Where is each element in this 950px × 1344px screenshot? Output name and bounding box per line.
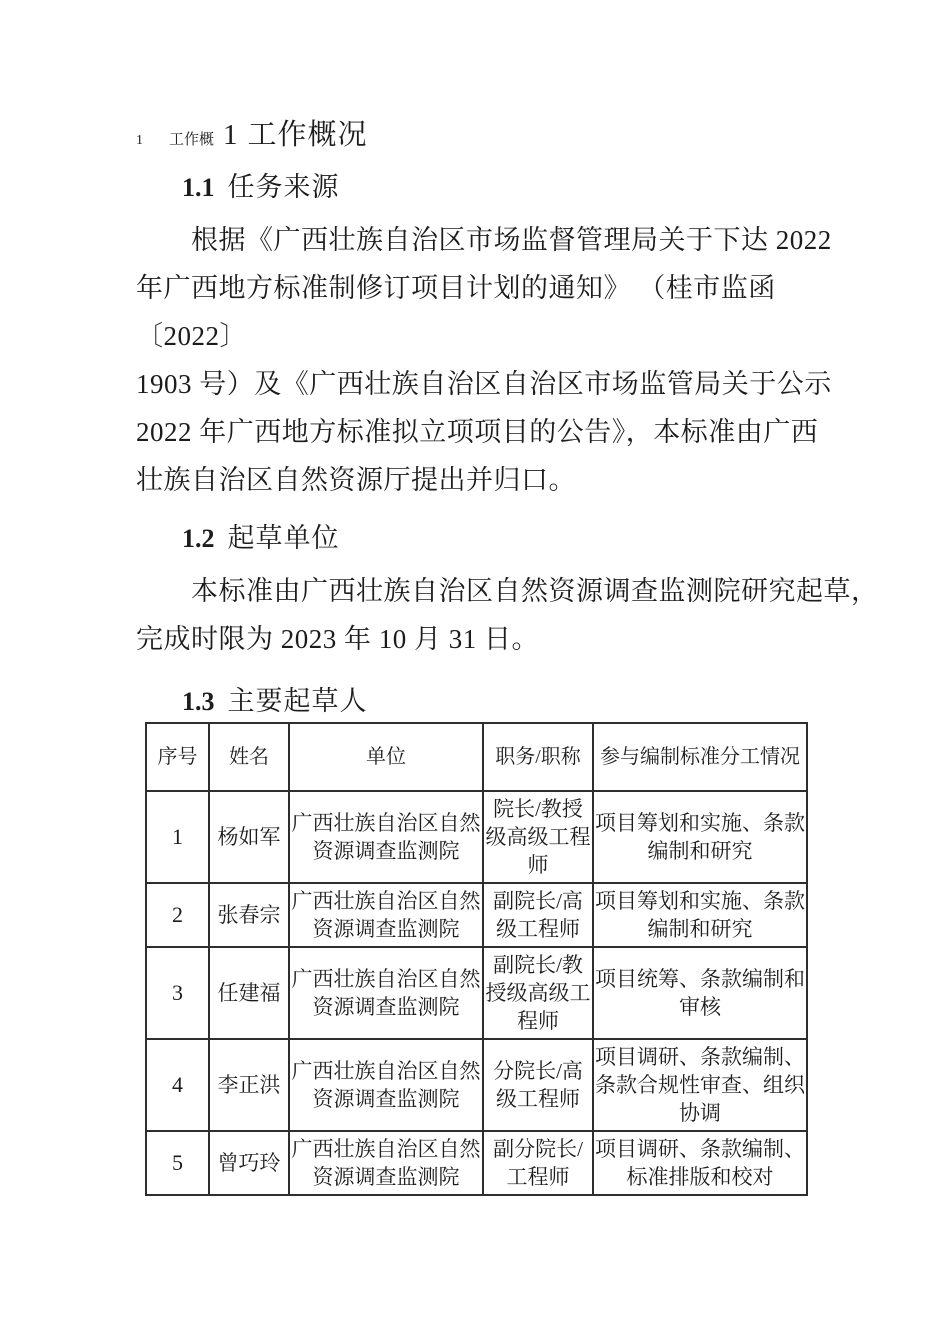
table-cell: 杨如军: [209, 791, 289, 883]
table-row: [146, 1131, 807, 1195]
drafters-table: [145, 722, 808, 1196]
drafting-unit-paragraph: [136, 567, 879, 663]
table-cell: 副院长/教授级高级工程师: [483, 947, 593, 1039]
table-header-cell: 职务/职称: [483, 723, 593, 791]
table-cell: 项目筹划和实施、条款编制和研究: [593, 791, 807, 883]
paragraph-line: 壮族自治区自然资源厅提出并归口。: [136, 465, 576, 495]
section-title: 任务来源: [227, 172, 340, 202]
chapter-number: 1: [223, 119, 238, 151]
paragraph-line: 完成时限为 2023 年 10 月 31 日。: [136, 624, 539, 654]
table-cell: 2: [146, 883, 209, 947]
table-cell: 5: [146, 1131, 209, 1195]
paragraph-line: 2022 年广西地方标准拟立项项目的公告》，本标准由广西: [136, 417, 819, 447]
table-body: [146, 791, 807, 1195]
table-cell: 项目筹划和实施、条款编制和研究: [593, 883, 807, 947]
table-cell: 分院长/高级工程师: [483, 1039, 593, 1131]
table-cell: 李正洪: [209, 1039, 289, 1131]
section-number: 1.2: [182, 524, 215, 553]
task-source-paragraph: [136, 216, 832, 504]
table-cell: 项目调研、条款编制、条款合规性审查、组织协调: [593, 1039, 807, 1131]
paragraph-line: 年广西地方标准制修订项目计划的通知》 （桂市监函: [136, 273, 776, 303]
table-cell: 副院长/高级工程师: [483, 883, 593, 947]
table-header-cell: 单位: [289, 723, 483, 791]
outline-number: 1: [136, 133, 143, 148]
table-cell: 项目统筹、条款编制和审核: [593, 947, 807, 1039]
outline-label: 工作概: [169, 132, 215, 148]
table-row: [146, 947, 807, 1039]
table-cell: 任建福: [209, 947, 289, 1039]
table-header-cell: 参与编制标准分工情况: [593, 723, 807, 791]
table-header-row: [146, 723, 807, 791]
section-title: 主要起草人: [227, 686, 368, 716]
section-heading-task-source: [182, 165, 822, 204]
section-number: 1.1: [182, 173, 215, 202]
section-title: 起草单位: [227, 523, 340, 553]
table-cell: 院长/教授级高级工程师: [483, 791, 593, 883]
table-cell: 4: [146, 1039, 209, 1131]
table-header-cell: 姓名: [209, 723, 289, 791]
table-cell: 广西壮族自治区自然资源调查监测院: [289, 947, 483, 1039]
table-row: [146, 883, 807, 947]
table-header-cell: 序号: [146, 723, 209, 791]
section-number: 1.3: [182, 687, 215, 716]
table-cell: 广西壮族自治区自然资源调查监测院: [289, 1039, 483, 1131]
paragraph-line: 〔2022〕: [136, 321, 247, 351]
table-cell: 张春宗: [209, 883, 289, 947]
section-heading-drafting-unit: [182, 516, 822, 555]
section-heading-main-drafters: [182, 679, 822, 718]
table-cell: 1: [146, 791, 209, 883]
table-row: [146, 1039, 807, 1131]
table-cell: 3: [146, 947, 209, 1039]
table-cell: 广西壮族自治区自然资源调查监测院: [289, 1131, 483, 1195]
table-cell: 项目调研、条款编制、标准排版和校对: [593, 1131, 807, 1195]
table-cell: 曾巧玲: [209, 1131, 289, 1195]
paragraph-line: 1903 号）及《广西壮族自治区自治区市场监管局关于公示: [136, 369, 832, 399]
table-cell: 副分院长/工程师: [483, 1131, 593, 1195]
table-row: [146, 791, 807, 883]
chapter-title: 工作概况: [247, 119, 368, 151]
paragraph-line: 本标准由广西壮族自治区自然资源调查监测院研究起草，: [191, 576, 879, 606]
paragraph-line: 根据《广西壮族自治区市场监督管理局关于下达 2022: [191, 225, 832, 255]
chapter-heading: [136, 112, 822, 153]
table-cell: 广西壮族自治区自然资源调查监测院: [289, 883, 483, 947]
table-cell: 广西壮族自治区自然资源调查监测院: [289, 791, 483, 883]
